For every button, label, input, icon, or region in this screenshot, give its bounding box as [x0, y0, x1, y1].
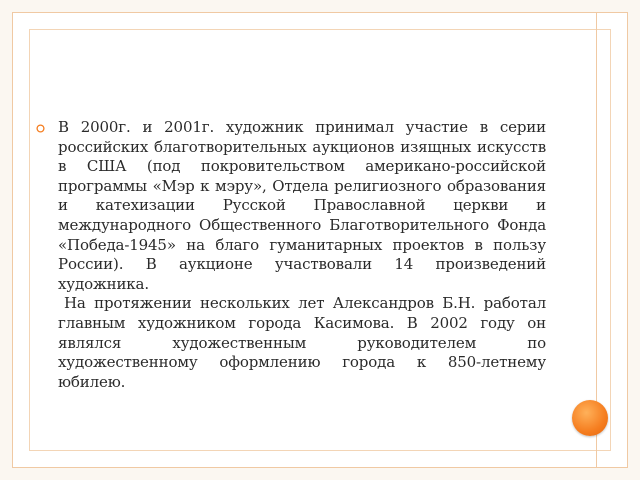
paragraph-auctions: В 2000г. и 2001г. художник принимал участие в серии российских благотворительных аукционов изящных искусств в США (под покровительством американо-российской программы «Мэр к мэру», Отдела религиозного образования и катехизации Русской Православной церкви и международного Общественного Благотворительного Фонда «Победа-1945» на благо гуманитарных проектов в пользу России). В аукционе участвовали 14 произведений художника.: [58, 118, 546, 293]
circle-outline-icon: [36, 124, 46, 133]
orange-circle-decoration: [572, 400, 608, 436]
slide-body: [36, 118, 546, 392]
bullet-text: [58, 118, 546, 392]
bullet-item: [36, 118, 546, 392]
decorative-vertical-line: [596, 12, 597, 468]
paragraph-chief-artist: На протяжении нескольких лет Александров Б.Н. работал главным художником города Касимова. В 2002 году он являлся художественным руководителем по художественному оформлению города к 850-летнему юбилею.: [58, 294, 546, 391]
